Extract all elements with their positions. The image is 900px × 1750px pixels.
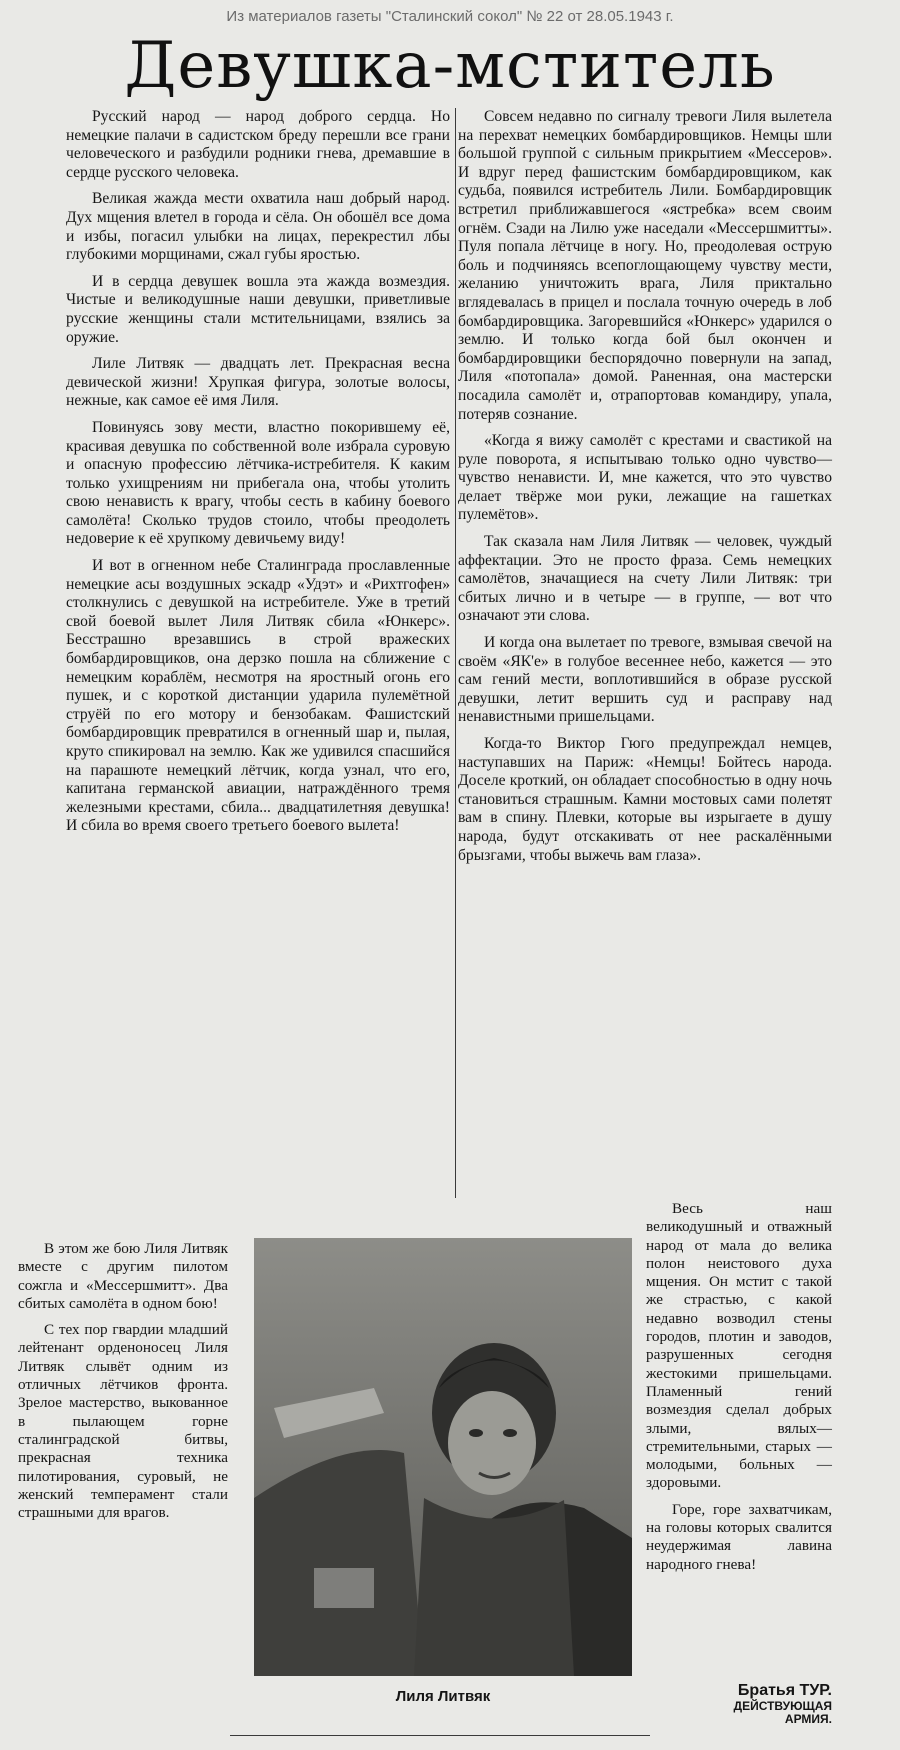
right-column xyxy=(458,108,832,873)
left-column xyxy=(66,108,450,844)
signature-block xyxy=(646,1682,832,1726)
paragraph: «Когда я вижу самолёт с крестами и свастикой на руле поворота, я испытываю только одно чувство—чувство ненависти. И, мне кажется, что это чувство делает твёрже мои руки, лежащие на гашетках пулемётов». xyxy=(458,432,832,524)
paragraph: Так сказала нам Лиля Литвяк — человек, чуждый аффектации. Это не просто фраза. Семь немецких самолётов, значащиеся на счету Лили Литвяк: три сбитых лично и в четыре — в группе, — вот что означают эти слова. xyxy=(458,533,832,625)
right-below-column xyxy=(646,1200,832,1582)
paragraph: Лиле Литвяк — двадцать лет. Прекрасная весна девической жизни! Хрупкая фигура, золотые волосы, нежные, как самое её имя Лиля. xyxy=(66,355,450,410)
photo-caption: Лиля Литвяк xyxy=(395,1688,491,1705)
paragraph: Весь наш великодушный и отважный народ от мала до велика полон неистового духа мщения. Он мстит с такой же страстью, с какой недавно возводил стены городов, плотин и заводов, разрушенных сегодня жестокими пришельцами. Пламенный гений возмездия сделал добрых злыми, вялых—стремительными, старых — молодыми, больных — здоровыми. xyxy=(646,1200,832,1492)
paragraph: Повинуясь зову мести, властно покорившему её, красивая девушка по собственной воле избрала суровую и опасную профессию лётчика-истребителя. К каким только ухищрениям ни прибегала она, чтобы утолить свою ненависть к врагу, чтобы сесть в кабину боевого самолёта! Сколько трудов стоило, чтобы преодолеть недоверие к её хрупкому девичьему виду! xyxy=(66,418,450,548)
paragraph: Когда-то Виктор Гюго предупреждал немцев, наступавших на Париж: «Немцы! Бойтесь народа. Доселе кроткий, он обладает способностью в одну ночь становиться страшным. Камни мостовых сами полетят вам в спину. Плевки, которые вы изрыгаете в душу народа, будут отскакивать от нее раскалёнными брызгами, чтобы выжечь вам глаза». xyxy=(458,735,832,864)
paragraph: Совсем недавно по сигналу тревоги Лиля вылетела на перехват немецких бомбардировщиков. Немцы шли большой группой с сильным прикрытием «Мессеров». И вдруг перед фашистским бомбардировщиком, как судьба, появился истребитель Лили. Бомбардировщик встретил приближавшегося «ястребка» всем своим огнём. Сзади на Лилю уже наседали «Мессершмитты». Пуля попала лётчице в ногу. Но, преодолевая острую боль и подчиняясь всепоглощающему чувству мести, желанию уничтожить врага, Лиля приктально вглядевалась в прицел и послала точную очередь в лоб бомбардировщика. Загоревшийся «Юнкерс» ударился о землю. И только когда бой был окончен и бомбардировщики беспорядочно повернули на запад, Лиля «потопала» домой. Раненная, она мастерски посадила самолёт и, отрапортовав командиру, упала, потеряв сознание. xyxy=(458,108,832,423)
pilot-portrait-image xyxy=(254,1238,632,1676)
source-line: Из материалов газеты "Сталинский сокол" № 22 от 28.05.1943 г. xyxy=(226,8,674,25)
bottom-divider xyxy=(230,1735,650,1736)
author-unit-line2: АРМИЯ. xyxy=(784,1712,832,1726)
author-signature: Братья ТУР. xyxy=(737,1682,832,1699)
left-below-column xyxy=(18,1240,228,1530)
headline: Девушка-мститель xyxy=(124,29,776,103)
paragraph: В этом же бою Лиля Литвяк вместе с другим пилотом сожгла и «Мессершмитт». Два сбитых самолёта в одном бою! xyxy=(18,1240,228,1312)
paragraph: Горе, горе захватчикам, на головы которых свалится неудержимая лавина народного гнева! xyxy=(646,1500,832,1573)
paragraph: И когда она вылетает по тревоге, взмывая свечой на своём «ЯК'е» в голубое весеннее небо, кажется — это сам гений мести, воплотившийся в образе русской девушки, летит вершить суд и расправу над ненавистными пришельцами. xyxy=(458,634,832,726)
paragraph: И вот в огненном небе Сталинграда прославленные немецкие асы воздушных эскадр «Удэт» и «Рихтгофен» столкнулись с девушкой на истребителе. Уже в третий свой боевой вылет Лиля Литвяк сбила «Юнкерс». Бесстрашно врезавшись в строй вражеских бомбардировщиков, она дерзко пошла на сближение с немецким кораблём, несмотря на яростный огонь его пушек, и с короткой дистанции ударила пулемётной струёй по его мотору и бензобакам. Фашистский бомбардировщик превратился в огненный шар и, пылая, круто спикировал на землю. Как же удивился спасшийся на парашюте немецкий лётчик, когда узнал, что его, капитана германской авиации, натраждённого тремя железными крестами, сбила... двадцатилетняя девушка! И сбила во время своего третьего боевого вылета! xyxy=(66,557,450,835)
paragraph: Великая жажда мести охватила наш добрый народ. Дух мщения влетел в города и сёла. Он обошёл все дома и избы, погасил улыбки на лицах, перекрестил лбы глубокими морщинами, сжал губы яростью. xyxy=(66,190,450,264)
author-unit-line1: ДЕЙСТВУЮЩАЯ xyxy=(733,1699,832,1713)
column-divider xyxy=(455,108,456,1198)
paragraph: И в сердца девушек вошла эта жажда возмездия. Чистые и великодушные наши девушки, приветливые русские женщины стали мстительницами, взялись за оружие. xyxy=(66,272,450,346)
paragraph: С тех пор гвардии младший лейтенант орденоносец Лиля Литвяк слывёт одним из отличных лётчиков фронта. Зрелое мастерство, выкованное в пылающем горне сталинградской битвы, прекрасная техника пилотирования, суровый, не женский темперамент стали страшными для врагов. xyxy=(18,1321,228,1522)
paragraph: Русский народ — народ доброго сердца. Но немецкие палачи в садистском бреду перешли все грани человеческого и разбудили родники гнева, дремавшие в сердце русского человека. xyxy=(66,108,450,181)
pilot-photo xyxy=(254,1238,632,1676)
